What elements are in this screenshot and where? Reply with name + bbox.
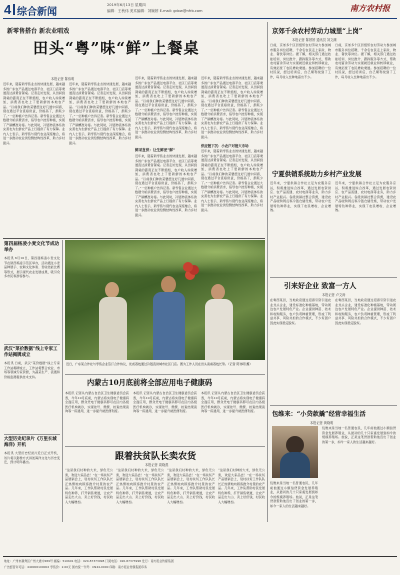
section-title: 综合新闻: [17, 7, 57, 18]
right-story-2-col-a: 近年来，宁夏供销合作社立足为农服务宗旨，积极推进综合改革，通过发展农资供应、农产品流通、农村电商等业务，助力乡村产业振兴。各级供销社整合资源，建设农产品收购网点和冷链仓储设施，带动农户发展特色种养业，实现了农民增收、企业增效。: [270, 181, 331, 212]
right-story-1: [270, 24, 397, 164]
brief-2-title: 武汉“菜价数据”线上专家工作站揭牌成立: [4, 347, 58, 358]
lead-photo: [65, 240, 265, 360]
lead-column-2: 近年来，随着新零售业态的快速发展，越来越多的广东农产品通过电商平台、社区门店等渠道直达消费者餐桌。记者走访发现，从田间到餐桌的距离正在不断缩短，农户收入持续增加，消费者也吃上了更新鲜的本地农产品。“以前我们种的菜要经过好几道中间商，现在通过平台直接供货，价格高了，损耗少了。”一位种植户告诉记者。新零售企业通过大数据分析消费需求，指导农户按需种植，实现了产销精准对接。与此同时，冷链物流体系的完善也为生鲜农产品上行提供了有力保障。业内人士表示，新零售与现代农业深度融合，将进一步推动农业供给侧结构性改革，助力乡村振兴。: [69, 82, 131, 145]
right-story-3-title: 引来好企业 致富一方人: [284, 281, 357, 290]
lead-headline: 田头“粤”味“鲜”上餐桌: [33, 39, 200, 57]
person-2-head: [161, 276, 176, 293]
fruit-cluster: [183, 262, 193, 272]
paper-logo: 南方农村报: [350, 3, 390, 13]
mid-story-title: 内蒙古10月底前将全部应用电子健康码: [87, 378, 213, 387]
mid-story-col-c: 本报讯 记者从内蒙古自治区卫生健康委员会获悉，今年10月底前，内蒙古将实现电子健康码全面应用，群众凭电子健康码即可在区内各级医疗机构就诊，实现挂号、缴费、检查结果查询等一码通用，进一步提升就医便利度。: [201, 391, 265, 413]
bottom-story-rule: [65, 446, 265, 447]
person-3-body: [205, 299, 233, 360]
lead-column-4b: 近年来，随着新零售业态的快速发展，越来越多的广东农产品通过电商平台、社区门店等渠道直达消费者餐桌。记者走访发现，从田间到餐桌的距离正在不断缩短，农户收入持续增加，消费者也吃上了更新鲜的本地农产品。“以前我们种的菜要经过好几道中间商，现在通过平台直接供货，价格高了，损耗少了。”一位种植户告诉记者。新零售企业通过大数据分析消费需求，指导农户按需种植，实现了产销精准对接。与此同时，冷链物流体系的完善也为生鲜农产品上行提供了有力保障。业内人士表示，新零售与现代农业深度融合，将进一步推动农业供给侧结构性改革，助力乡村振兴。: [201, 149, 263, 212]
brief-3: [4, 434, 60, 522]
right-story-3-byline: 本报记者 卢文涛: [322, 293, 346, 297]
mid-story-col-b: 本报讯 记者从内蒙古自治区卫生健康委员会获悉，今年10月底前，内蒙古将实现电子健康码全面应用，群众凭电子健康码即可在区内各级医疗机构就诊，实现挂号、缴费、检查结果查询等一码通用，进一步提升就医便利度。: [133, 391, 197, 413]
bottom-story-col-d: “这是我们村种的大米，绿色无公害，欢迎大家品尝！”在一场扶贫产品展销会上，驻村扶贫工作队队长正热情地向顾客推介村里的农产品。几年来，工作队帮助村民发展特色种养，打开销售渠道，让农产品走出大山、卖上好价钱，村民收入大幅增加。: [218, 468, 265, 504]
editor-line: 编辑：王秋伟 美术编辑：刘婉婷 E-mail: gdxw@nfrb.com: [107, 9, 203, 13]
right-story-3-rule: [270, 277, 397, 278]
page-number-bar: [13, 4, 15, 15]
right-story-1-byline: 本报记者 陈婷婷 通讯员 刘文渊: [292, 38, 337, 42]
right-story-4-title: 包维来：“小贷款撬”经营幸福生活: [272, 411, 366, 418]
brief-1: [4, 242, 60, 342]
brief-3-title: 大型历史纪录片《万里长城海洋》开机: [4, 437, 57, 448]
footer-rule: [3, 556, 397, 557]
right-story-2-col-b: 近年来，宁夏供销合作社立足为农服务宗旨，积极推进综合改革，通过发展农资供应、农产品流通、农村电商等业务，助力乡村产业振兴。各级供销社整合资源，建设农产品收购网点和冷链仓储设施，带动农户发展特色种养业，实现了农民增收、企业增效。: [335, 181, 396, 212]
mid-story-col-a: 本报讯 记者从内蒙古自治区卫生健康委员会获悉，今年10月底前，内蒙古将实现电子健康码全面应用，群众凭电子健康码即可在区内各级医疗机构就诊，实现挂号、缴费、检查结果查询等一码通用，进一步提升就医便利度。: [65, 391, 129, 413]
mid-story-rule: [65, 374, 265, 375]
right-story-4-photo: [272, 426, 318, 478]
lead-byline: 本报记者 陈伟明: [51, 77, 75, 81]
lead-body: [3, 76, 265, 236]
left-brief-divider: [3, 238, 265, 239]
footer-line-2: 广告经营许可证：440000100002 零售价：2.00元 国内统一刊号：CN44-0000 印刷：南方报业传媒集团印务: [4, 565, 147, 569]
right-story-3-col-a: 在粤西某县，当地政府通过招商引资引进农业龙头企业，建设标准化种植基地，带动周边农户发展特色产业。企业提供种苗、技术和收购服务，农户负责种植管理，形成了利益共享、风险共担的合作模式，不少贫困户因此实现稳定脱贫。: [270, 298, 331, 325]
lead-column-4: 近年来，随着新零售业态的快速发展，越来越多的广东农产品通过电商平台、社区门店等渠道直达消费者餐桌。记者走访发现，从田间到餐桌的距离正在不断缩短，农户收入持续增加，消费者也吃上了更新鲜的本地农产品。“以前我们种的菜要经过好几道中间商，现在通过平台直接供货，价格高了，损耗少了。”一位种植户告诉记者。新零售企业通过大数据分析消费需求，指导农户按需种植，实现了产销精准对接。与此同时，冷链物流体系的完善也为生鲜农产品上行提供了有力保障。业内人士表示，新零售与现代农业深度融合，将进一步推动农业供给侧结构性改革，助力乡村振兴。: [201, 76, 263, 139]
lead-photo-caption: 近日，广东某合作社与零售企业签订合作协议，优质荔枝通过冷链直供城市社区门店。图为工作人员在田头查看荔枝长势。（记者 陈伟明 摄）: [66, 362, 253, 366]
person-3-head: [211, 284, 225, 300]
left-col-divider: [62, 240, 63, 522]
lead-headline-block: [3, 22, 265, 72]
lead-subhead-2: 供应链下沉：小农户对接大市场: [201, 144, 249, 148]
right-story-4-rule: [270, 405, 397, 406]
right-story-1-title: 京郊千余农村劳动力城里“上岗”: [272, 27, 363, 35]
masthead-rule: [3, 18, 397, 19]
bottom-story-col-a: “这是我们村种的大米，绿色无公害，欢迎大家品尝！”在一场扶贫产品展销会上，驻村扶贫工作队队长正热情地向顾客推介村里的农产品。几年来，工作队帮助村民发展特色种养，打开销售渠道，让农产品走出大山、卖上好价钱，村民收入大幅增加。: [65, 468, 113, 504]
right-story-3-col-b: 在粤西某县，当地政府通过招商引资引进农业龙头企业，建设标准化种植基地，带动周边农户发展特色产业。企业提供种苗、技术和收购服务，农户负责种植管理，形成了利益共享、风险共担的合作模式，不少贫困户因此实现稳定脱贫。: [335, 298, 396, 325]
right-col-divider: [267, 22, 268, 522]
person-1-head: [105, 282, 119, 298]
brief-3-text: 本报讯 大型历史纪录片近日正式开机，该片将以影像方式讲述海洋文化与历史变迁，预计明年播出。: [4, 451, 60, 464]
lead-column-1: 近年来，随着新零售业态的快速发展，越来越多的广东农产品通过电商平台、社区门店等渠道直达消费者餐桌。记者走访发现，从田间到餐桌的距离正在不断缩短，农户收入持续增加，消费者也吃上了更新鲜的本地农产品。“以前我们种的菜要经过好几道中间商，现在通过平台直接供货，价格高了，损耗少了。”一位种植户告诉记者。新零售企业通过大数据分析消费需求，指导农户按需种植，实现了产销精准对接。与此同时，冷链物流体系的完善也为生鲜农产品上行提供了有力保障。业内人士表示，新零售与现代农业深度融合，将进一步推动农业供给侧结构性改革，助力乡村振兴。: [3, 82, 65, 145]
person-2-body: [153, 292, 185, 360]
bottom-story-col-c: “这是我们村种的大米，绿色无公害，欢迎大家品尝！”在一场扶贫产品展销会上，驻村扶贫工作队队长正热情地向顾客推介村里的农产品。几年来，工作队帮助村民发展特色种养，打开销售渠道，让农产品走出大山、卖上好价钱，村民收入大幅增加。: [167, 468, 215, 504]
bottom-story-col-b: “这是我们村种的大米，绿色无公害，欢迎大家品尝！”在一场扶贫产品展销会上，驻村扶贫工作队队长正热情地向顾客推介村里的农产品。几年来，工作队帮助村民发展特色种养，打开销售渠道，让农产品走出大山、卖上好价钱，村民收入大幅增加。: [116, 468, 164, 504]
lead-kicker: 新零售搭台 新农业唱戏: [7, 28, 70, 35]
brief-1-text: 本报讯 6月10日，第四届杨凌小麦文化节在陕西杨凌示范区举办，活动通过小麦品种展示、农耕文化体验、麦收技能比赛等形式，展示现代农业发展成果，吸引众多市民和游客参与。: [4, 256, 60, 278]
mid-story: [65, 374, 265, 444]
right-story-2-title: 宁夏供销系统助力乡村产业发展: [272, 170, 362, 178]
lead-column-3b: 近年来，随着新零售业态的快速发展，越来越多的广东农产品通过电商平台、社区门店等渠道直达消费者餐桌。记者走访发现，从田间到餐桌的距离正在不断缩短，农户收入持续增加，消费者也吃上了更新鲜的本地农产品。“以前我们种的菜要经过好几道中间商，现在通过平台直接供货，价格高了，损耗少了。”一位种植户告诉记者。新零售企业通过大数据分析消费需求，指导农户按需种植，实现了产销精准对接。与此同时，冷链物流体系的完善也为生鲜农产品上行提供了有力保障。业内人士表示，新零售与现代农业深度融合，将进一步推动农业供给侧结构性改革，助力乡村振兴。: [135, 154, 197, 217]
right-story-3: [270, 277, 397, 405]
footer-line-1: 地址：广州市越秀区广州大道中289号 邮编：510601 电话：020-87373998 订阅电话：020-87373998 发行：南方报业传媒集团: [4, 559, 174, 563]
lead-column-3: 近年来，随着新零售业态的快速发展，越来越多的广东农产品通过电商平台、社区门店等渠道直达消费者餐桌。记者走访发现，从田间到餐桌的距离正在不断缩短，农户收入持续增加，消费者也吃上了更新鲜的本地农产品。“以前我们种的菜要经过好几道中间商，现在通过平台直接供货，价格高了，损耗少了。”一位种植户告诉记者。新零售企业通过大数据分析消费需求，指导农户按需种植，实现了产销精准对接。与此同时，冷链物流体系的完善也为生鲜农产品上行提供了有力保障。业内人士表示，新零售与现代农业深度融合，将进一步推动农业供给侧结构性改革，助力乡村振兴。: [135, 76, 197, 139]
foliage-1: [65, 240, 265, 280]
right-story-4-col-a: 包维来是当地一名普通农民，几年前他通过小额信贷资金发展养殖业，从最初的几十只家禽发展到如今的规模养殖场。他说，正是这笔贷款帮助他迈出了创业的第一步，如今一家人的生活越来越好。: [322, 426, 396, 444]
right-story-1-col-a: 日前，京郊多个区县组织农村劳动力参加城市服务岗位招聘，千余名农民走上家政、物业、餐饮等岗位。据了解，相关部门通过技能培训、岗位推介、跟踪服务等方式，帮助农村富余劳动力实现就近就业和转移就业，有效拓宽了农民增收渠道。参加招聘的一位村民说，经过培训后，自己顺利找到了工作，每月收入比种地高出不少。: [270, 43, 331, 79]
masthead: [0, 0, 400, 20]
page-number: 4: [4, 2, 12, 17]
person-1-body: [99, 297, 127, 360]
brief-2: [4, 344, 60, 432]
right-story-4-col-b: 包维来是当地一名普通农民，几年前他通过小额信贷资金发展养殖业，从最初的几十只家禽发展到如今的规模养殖场。他说，正是这笔贷款帮助他迈出了创业的第一步，如今一家人的生活越来越好。: [270, 481, 318, 508]
right-story-1-col-b: 日前，京郊多个区县组织农村劳动力参加城市服务岗位招聘，千余名农民走上家政、物业、餐饮等岗位。据了解，相关部门通过技能培训、岗位推介、跟踪服务等方式，帮助农村富余劳动力实现就近就业和转移就业，有效拓宽了农民增收渠道。参加招聘的一位村民说，经过培训后，自己顺利找到了工作，每月收入比种地高出不少。: [335, 43, 396, 79]
right-story-4-byline: 本报记者 黄晓明: [310, 421, 334, 425]
bottom-story: [65, 446, 265, 522]
right-story-4: [270, 405, 397, 521]
lead-subhead-1: 鲜采直供：让生鲜更“鲜”: [135, 148, 176, 152]
bottom-story-byline: 本报记者 周晓燕: [145, 463, 169, 467]
brief-2-text: 本报讯 日前，武汉“菜价数据”线上专家工作站揭牌成立，工作站将整合农业、市场等领域专家资源，为蔬菜生产、流通和价格监测提供技术支持。: [4, 361, 60, 379]
brief-1-title: 第四届杨凌小麦文化节成功举办: [4, 242, 60, 253]
person-body: [280, 452, 310, 478]
brief-3-rule: [4, 434, 60, 435]
right-story-2: [270, 167, 397, 277]
bottom-story-title: 跟着扶贫队长卖农货: [115, 452, 197, 462]
brief-2-rule: [4, 344, 60, 345]
date-line: 2019年6月13日 星期四: [107, 3, 146, 7]
